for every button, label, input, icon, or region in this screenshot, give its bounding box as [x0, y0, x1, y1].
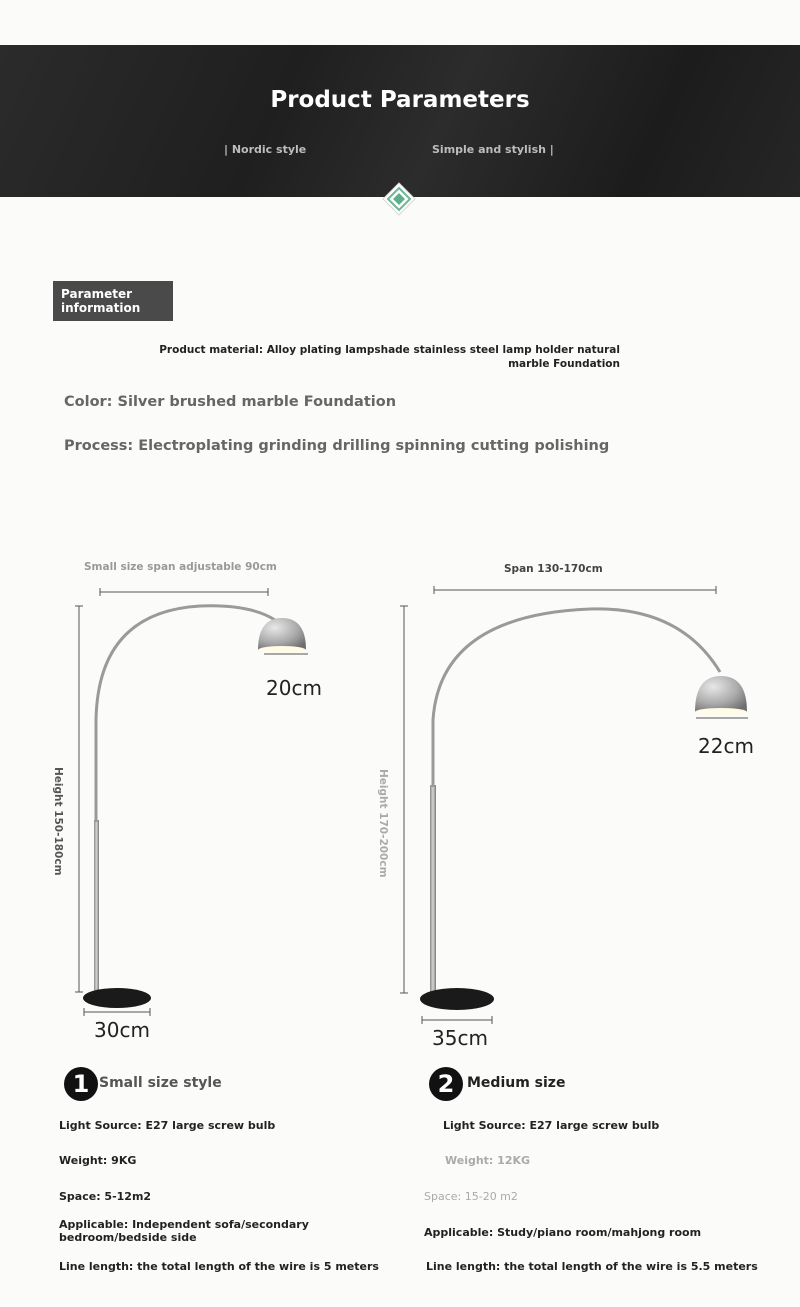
page-title: Product Parameters — [270, 87, 530, 113]
medium-space: Space: 15-20 m2 — [424, 1190, 518, 1203]
small-applicable: Applicable: Independent sofa/secondary bedroom/bedside side — [59, 1218, 309, 1244]
parameter-info-label: Parameter information — [53, 281, 173, 321]
small-title: Small size style — [99, 1075, 222, 1091]
medium-light-source: Light Source: E27 large screw bulb — [443, 1119, 660, 1132]
small-space: Space: 5-12m2 — [59, 1190, 152, 1203]
color-text: Color: Silver brushed marble Foundation — [64, 394, 397, 410]
medium-applicable: Applicable: Study/piano room/mahjong room — [424, 1226, 702, 1239]
medium-line-length: Line length: the total length of the wire is 5.5 meters — [426, 1260, 758, 1273]
medium-span-label: Span 130-170cm — [504, 563, 603, 575]
medium-shade-size: 22cm — [698, 734, 754, 758]
small-light-source: Light Source: E27 large screw bulb — [59, 1119, 276, 1132]
small-lamp — [75, 588, 308, 1016]
small-height-label: Height 150-180cm — [52, 767, 64, 876]
material-text: Product material: Alloy plating lampshade stainless steel lamp holder natural marble Foundation — [159, 344, 620, 370]
subtitle-left: | Nordic style — [224, 143, 307, 156]
small-line-length: Line length: the total length of the wire is 5 meters — [59, 1260, 379, 1273]
subtitle-right: Simple and stylish | — [432, 143, 554, 156]
badge-two-icon: 2 — [429, 1067, 463, 1101]
process-text: Process: Electroplating grinding drilling spinning cutting polishing — [64, 438, 610, 454]
medium-base-size: 35cm — [432, 1026, 488, 1050]
badge-one-icon: 1 — [64, 1067, 98, 1101]
medium-lamp — [400, 586, 748, 1024]
small-shade-size: 20cm — [266, 676, 322, 700]
medium-weight: Weight: 12KG — [445, 1154, 531, 1167]
medium-height-label: Height 170-200cm — [377, 769, 389, 878]
small-weight: Weight: 9KG — [59, 1154, 137, 1167]
small-span-label: Small size span adjustable 90cm — [84, 561, 277, 573]
small-base-size: 30cm — [94, 1018, 150, 1042]
medium-title: Medium size — [467, 1075, 566, 1091]
